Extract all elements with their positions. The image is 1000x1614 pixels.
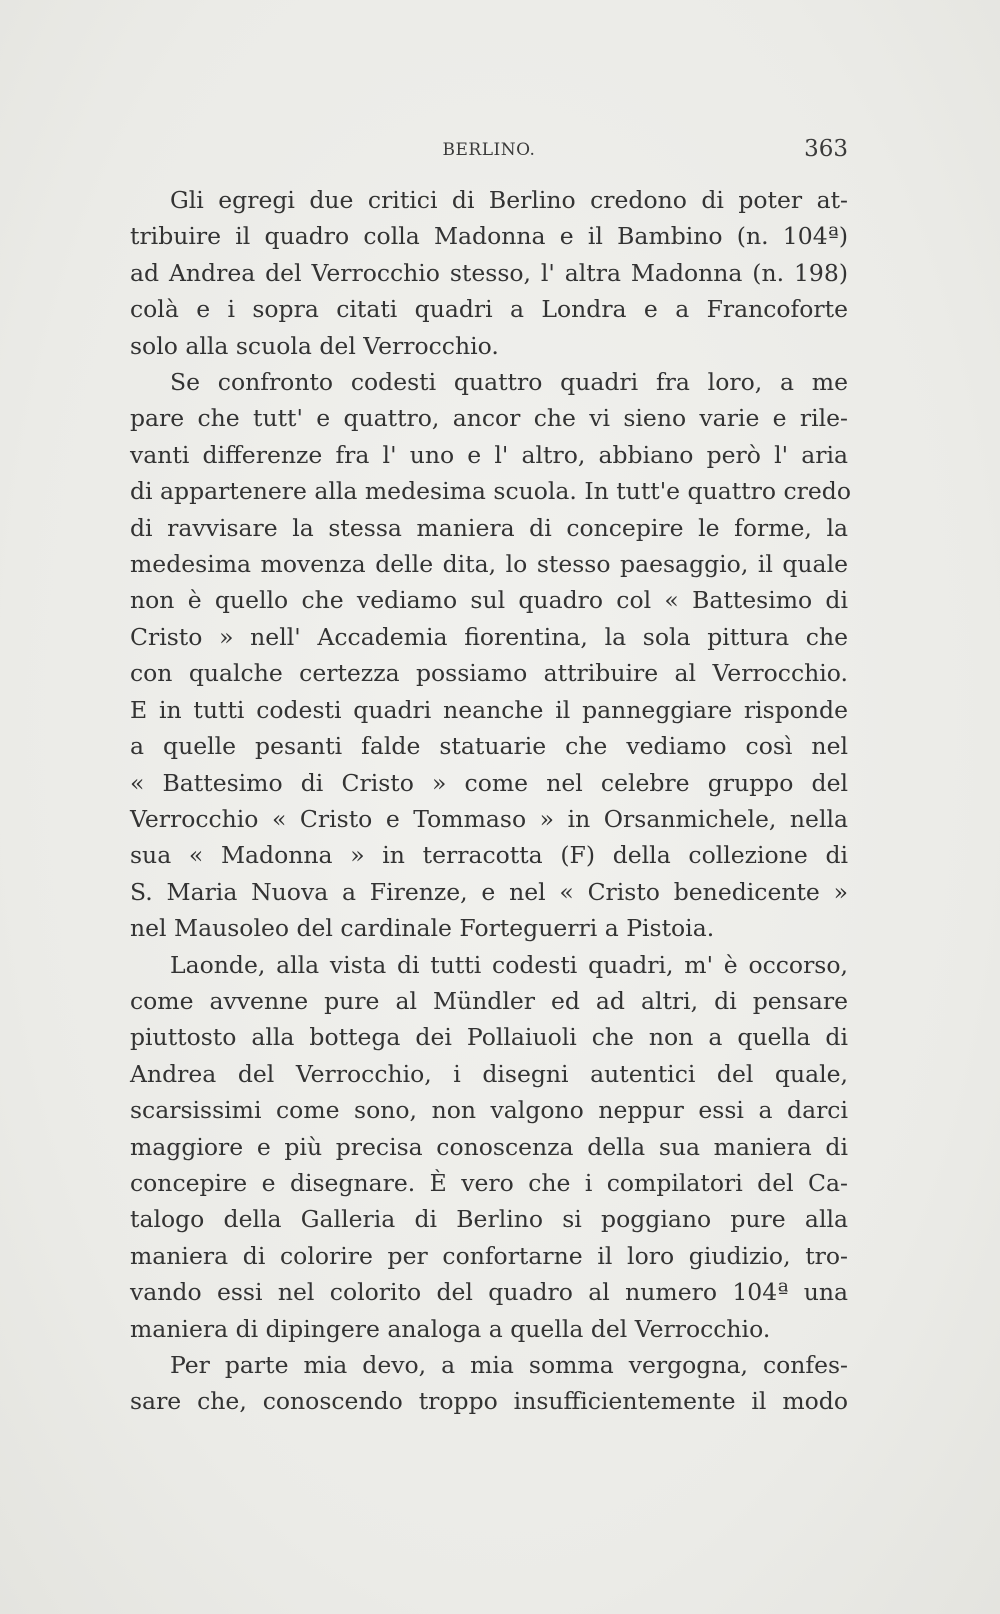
text-line: scarsissimi come sono, non valgono neppur essi a darci: [130, 1096, 848, 1125]
text-line: « Battesimo di Cristo » come nel celebre gruppo del: [130, 768, 848, 797]
text-line: ad Andrea del Verrocchio stesso, l' altra Madonna (n. 198): [130, 258, 848, 287]
text-line: concepire e disegnare. È vero che i compilatori del Ca-: [130, 1168, 848, 1197]
text-line: sua « Madonna » in terracotta (F) della collezione di: [130, 841, 848, 870]
text-line: vando essi nel colorito del quadro al numero 104ª una: [130, 1278, 848, 1307]
text-line: Se confronto codesti quattro quadri fra loro, a me: [170, 368, 848, 397]
text-line: colà e i sopra citati quadri a Londra e a Francoforte: [130, 295, 848, 324]
text-line: Verrocchio « Cristo e Tommaso » in Orsanmichele, nella: [130, 804, 848, 833]
text-line: maniera di dipingere analoga a quella del Verrocchio.: [130, 1314, 771, 1343]
text-line: talogo della Galleria di Berlino si poggiano pure alla: [130, 1205, 848, 1234]
paragraph: [130, 1347, 848, 1420]
text-line: come avvenne pure al Mündler ed ad altri, di pensare: [130, 986, 848, 1015]
text-line: Andrea del Verrocchio, i disegni autentici del quale,: [130, 1059, 848, 1088]
text-line: tribuire il quadro colla Madonna e il Bambino (n. 104ª): [130, 222, 848, 251]
text-line: E in tutti codesti quadri neanche il panneggiare risponde: [130, 695, 848, 724]
text-line: vanti differenze fra l' uno e l' altro, abbiano però l' aria: [130, 440, 848, 469]
text-line: pare che tutt' e quattro, ancor che vi sieno varie e rile-: [130, 404, 848, 433]
text-line: di appartenere alla medesima scuola. In tutt'e quattro credo: [130, 477, 851, 506]
paragraph: [130, 364, 851, 947]
body-text: [130, 182, 851, 1420]
text-line: a quelle pesanti falde statuarie che vediamo così nel: [130, 732, 848, 761]
text-line: medesima movenza delle dita, lo stesso paesaggio, il quale: [130, 550, 848, 579]
text-line: con qualche certezza possiamo attribuire al Verrocchio.: [130, 659, 848, 688]
text-line: S. Maria Nuova a Firenze, e nel « Cristo benedicente »: [130, 877, 848, 906]
text-line: Laonde, alla vista di tutti codesti quadri, m' è occorso,: [170, 950, 848, 979]
text-line: nel Mausoleo del cardinale Forteguerri a Pistoia.: [130, 914, 715, 943]
text-line: solo alla scuola del Verrocchio.: [130, 331, 499, 360]
text-line: sare che, conoscendo troppo insufficientemente il modo: [130, 1387, 848, 1416]
text-line: maniera di colorire per confortarne il loro giudizio, tro-: [130, 1241, 848, 1270]
text-line: Gli egregi due critici di Berlino credono di poter at-: [170, 186, 848, 214]
text-line: non è quello che vediamo sul quadro col « Battesimo di: [130, 586, 848, 615]
paragraph: [130, 947, 848, 1347]
page-header: [130, 136, 848, 172]
paragraph: [130, 182, 848, 364]
page-number: 363: [804, 136, 848, 162]
running-head: BERLINO.: [442, 140, 536, 160]
text-line: maggiore e più precisa conoscenza della sua maniera di: [130, 1132, 848, 1161]
text-line: di ravvisare la stessa maniera di concepire le forme, la: [130, 513, 848, 542]
text-line: Cristo » nell' Accademia fiorentina, la sola pittura che: [130, 622, 848, 651]
text-line: Per parte mia devo, a mia somma vergogna, confes-: [170, 1351, 848, 1379]
text-line: piuttosto alla bottega dei Pollaiuoli che non a quella di: [130, 1023, 848, 1052]
